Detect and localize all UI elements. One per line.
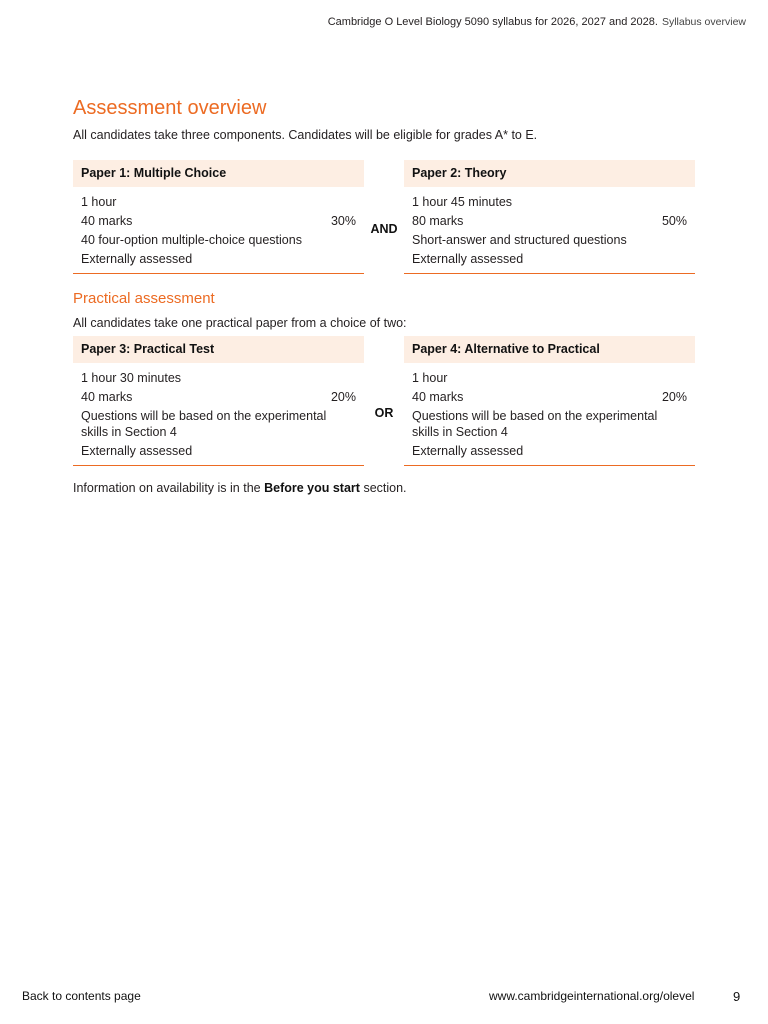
paper-2-weight: 50%: [661, 214, 687, 228]
paper-4-duration: 1 hour: [412, 371, 448, 385]
paper-1-weight: 30%: [330, 214, 356, 228]
and-connector: AND: [370, 222, 398, 236]
paper-2-marks: 80 marks: [412, 214, 464, 228]
paper-1-title: Paper 1: Multiple Choice: [73, 160, 364, 187]
practical-intro: All candidates take one practical paper from a choice of two:: [73, 316, 407, 330]
paper-1-card: [73, 160, 364, 274]
note-suffix: section.: [363, 481, 407, 495]
paper-2-assessed: Externally assessed: [412, 252, 524, 266]
paper-4-card: [404, 336, 695, 466]
header-title: Cambridge O Level Biology 5090 syllabus for 2026, 2027 and 2028.: [327, 16, 658, 28]
note-prefix: Information on availability is in the: [73, 481, 261, 495]
paper-3-title: Paper 3: Practical Test: [73, 336, 364, 363]
paper-4-description: Questions will be based on the experimental skills in Section 4: [412, 409, 658, 439]
paper-3-marks-row: [81, 389, 356, 405]
paper-2-marks-row: [412, 213, 687, 229]
paper-1-marks: 40 marks: [81, 214, 133, 228]
paper-3-description: Questions will be based on the experimental skills in Section 4: [81, 409, 327, 439]
paper-3-card: [73, 336, 364, 466]
before-you-start-link[interactable]: Before you start: [264, 481, 360, 495]
paper-3-marks: 40 marks: [81, 390, 133, 404]
running-header: [328, 16, 746, 28]
paper-4-weight: 20%: [661, 390, 687, 404]
paper-2-card: [404, 160, 695, 274]
paper-3-duration: 1 hour 30 minutes: [81, 371, 182, 385]
paper-4-assessed: Externally assessed: [412, 444, 524, 458]
paper-4-marks-row: [412, 389, 687, 405]
paper-4-title: Paper 4: Alternative to Practical: [404, 336, 695, 363]
paper-2-title: Paper 2: Theory: [404, 160, 695, 187]
paper-1-marks-row: [81, 213, 356, 229]
or-connector: OR: [374, 406, 394, 420]
practical-heading: Practical assessment: [73, 290, 215, 307]
paper-3-assessed: Externally assessed: [81, 444, 193, 458]
paper-4-marks: 40 marks: [412, 390, 464, 404]
paper-1-duration: 1 hour: [81, 195, 117, 209]
paper-1-description: 40 four-option multiple-choice questions: [81, 233, 302, 247]
paper-3-weight: 20%: [330, 390, 356, 404]
back-to-contents-link[interactable]: Back to contents page: [22, 989, 141, 1003]
paper-2-description: Short-answer and structured questions: [412, 233, 627, 247]
page-number: 9: [733, 989, 741, 1004]
paper-2-duration: 1 hour 45 minutes: [412, 195, 513, 209]
assessment-heading: Assessment overview: [73, 97, 267, 119]
assessment-intro: All candidates take three components. Candidates will be eligible for grades A* to E.: [73, 128, 538, 142]
availability-note: [73, 481, 407, 495]
header-section: Syllabus overview: [661, 16, 746, 28]
paper-1-assessed: Externally assessed: [81, 252, 193, 266]
website-link[interactable]: www.cambridgeinternational.org/olevel: [489, 989, 695, 1003]
